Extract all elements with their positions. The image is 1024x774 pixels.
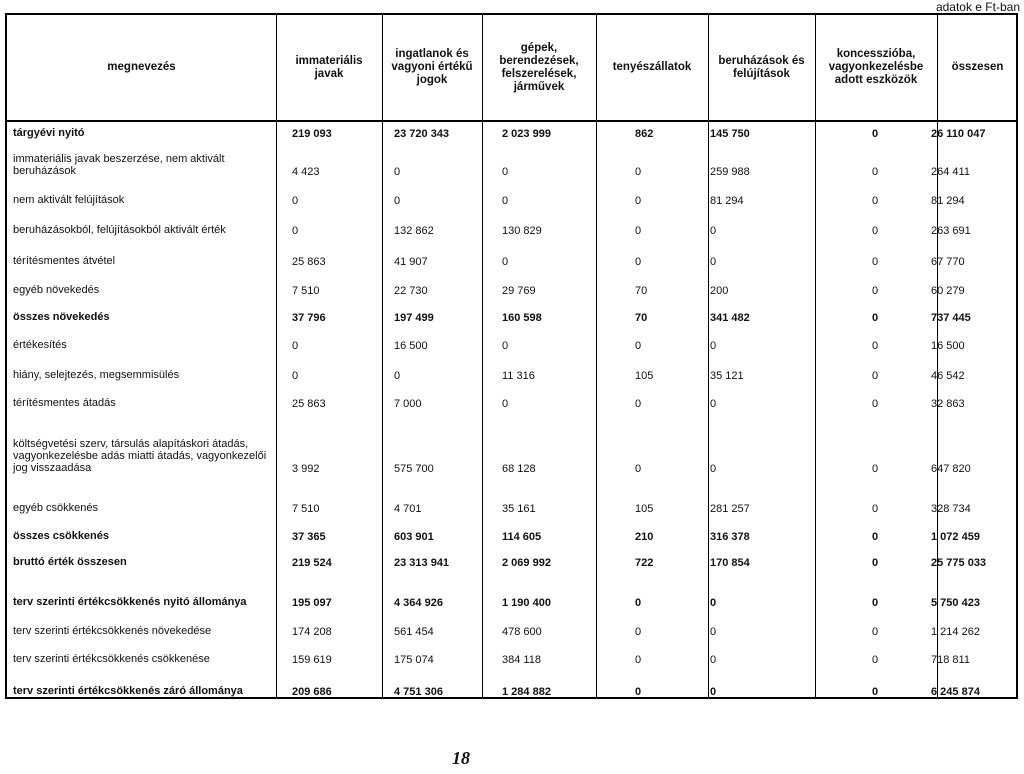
row-label: térítésmentes átvétel (13, 255, 116, 267)
row-value: 0 (502, 340, 509, 352)
row-value: 2 023 999 (502, 128, 551, 140)
row-value: 23 720 343 (394, 128, 450, 140)
row-value: 281 257 (710, 503, 750, 515)
row-value: 130 829 (502, 225, 542, 237)
row-value: 0 (872, 166, 879, 178)
row-value: 70 (635, 285, 648, 297)
row-value: 105 (635, 503, 654, 515)
row-label: értékesítés (13, 339, 67, 351)
row-value: 7 510 (292, 285, 320, 297)
column-header: tenyészállatok (612, 61, 692, 73)
row-value: 23 313 941 (394, 557, 450, 569)
table-row (7, 327, 1016, 353)
row-value: 316 378 (710, 531, 750, 543)
row-value: 0 (292, 370, 299, 382)
row-value: 37 796 (292, 312, 326, 324)
row-value: 0 (292, 340, 299, 352)
row-value: 7 510 (292, 503, 320, 515)
row-value: 0 (710, 626, 717, 638)
row-value: 160 598 (502, 312, 542, 324)
row-value: 3 992 (292, 463, 320, 475)
row-label: immateriális javak beszerzése, nem aktivált beruházások (13, 153, 225, 177)
row-value: 0 (394, 166, 401, 178)
row-label: beruházásokból, felújításokból aktivált érték (13, 224, 226, 236)
row-value: 0 (635, 686, 642, 698)
table-row (7, 518, 1016, 544)
table-row (7, 181, 1016, 208)
row-value: 0 (394, 195, 401, 207)
row-value: 478 600 (502, 626, 542, 638)
column-header: összesen (951, 61, 1004, 73)
row-value: 603 901 (394, 531, 434, 543)
row-value: 16 500 (394, 340, 428, 352)
row-value: 5 750 423 (931, 597, 980, 609)
row-value: 0 (872, 626, 879, 638)
row-value: 0 (872, 654, 879, 666)
row-value: 0 (502, 398, 509, 410)
row-value: 0 (710, 597, 717, 609)
row-value: 26 110 047 (931, 128, 986, 140)
row-label: terv szerinti értékcsökkenés növekedése (13, 625, 212, 637)
row-value: 114 605 (502, 531, 542, 543)
row-value: 32 863 (931, 398, 965, 410)
table-row (7, 355, 1016, 383)
column-header: immateriális javak (295, 54, 363, 80)
row-value: 0 (635, 256, 642, 268)
row-value: 145 750 (710, 128, 750, 140)
row-value: 2 069 992 (502, 557, 551, 569)
row-value: 60 279 (931, 285, 965, 297)
row-value: 561 454 (394, 626, 434, 638)
row-value: 0 (872, 531, 879, 543)
row-value: 6 245 874 (931, 686, 980, 698)
row-value: 159 619 (292, 654, 332, 666)
row-value: 263 691 (931, 225, 971, 237)
row-value: 0 (872, 597, 879, 609)
row-value: 0 (872, 225, 879, 237)
row-value: 0 (872, 398, 879, 410)
row-value: 259 988 (710, 166, 750, 178)
table-row (7, 300, 1016, 325)
row-value: 0 (635, 398, 642, 410)
row-value: 1 214 262 (931, 626, 980, 638)
asset-table (5, 13, 1018, 699)
row-value: 219 524 (292, 557, 332, 569)
row-label: egyéb növekedés (13, 284, 100, 296)
row-value: 219 093 (292, 128, 332, 140)
row-label: egyéb csökkenés (13, 502, 98, 514)
table-row (7, 641, 1016, 667)
row-label: tárgyévi nyitó (13, 127, 85, 139)
table-row (7, 669, 1016, 699)
row-value: 0 (710, 398, 717, 410)
unit-note: adatok e Ft-ban (935, 0, 1020, 14)
row-label: összes növekedés (13, 311, 110, 323)
row-value: 0 (710, 256, 717, 268)
row-value: 7 000 (394, 398, 422, 410)
row-value: 35 121 (710, 370, 744, 382)
row-label: terv szerinti értékcsökkenés csökkenése (13, 653, 210, 665)
row-value: 11 316 (502, 370, 535, 382)
row-label: terv szerinti értékcsökkenés záró állománya (13, 685, 243, 697)
row-value: 68 128 (502, 463, 536, 475)
row-value: 105 (635, 370, 654, 382)
row-value: 0 (292, 195, 299, 207)
row-value: 16 500 (931, 340, 965, 352)
row-value: 0 (872, 285, 879, 297)
row-label: terv szerinti értékcsökkenés nyitó állománya (13, 596, 247, 608)
row-value: 25 863 (292, 398, 326, 410)
row-value: 0 (872, 557, 879, 569)
table-row (7, 241, 1016, 269)
row-value: 341 482 (710, 312, 750, 324)
row-value: 4 701 (394, 503, 422, 515)
table-row (7, 413, 1016, 476)
row-value: 37 365 (292, 531, 326, 543)
row-value: 46 542 (931, 370, 965, 382)
row-value: 737 445 (931, 312, 971, 324)
row-value: 0 (635, 166, 642, 178)
row-value: 67 770 (931, 256, 965, 268)
row-value: 209 686 (292, 686, 332, 698)
row-label: összes csökkenés (13, 530, 110, 542)
row-value: 4 423 (292, 166, 320, 178)
row-value: 1 072 459 (931, 531, 980, 543)
row-value: 647 820 (931, 463, 971, 475)
row-label: hiány, selejtezés, megsemmisülés (13, 369, 180, 381)
row-value: 0 (502, 256, 509, 268)
row-label: bruttó érték összesen (13, 556, 127, 568)
row-value: 35 161 (502, 503, 536, 515)
row-value: 0 (292, 225, 299, 237)
row-value: 4 751 306 (394, 686, 443, 698)
row-value: 0 (710, 225, 717, 237)
row-value: 0 (872, 370, 879, 382)
table-row (7, 210, 1016, 238)
row-value: 862 (635, 128, 654, 140)
row-value: 0 (710, 340, 717, 352)
row-value: 25 775 033 (931, 557, 987, 569)
row-value: 0 (635, 195, 642, 207)
row-value: 81 294 (710, 195, 744, 207)
row-value: 328 734 (931, 503, 971, 515)
row-value: 0 (872, 256, 879, 268)
column-header: ingatlanok és vagyoni értékű jogok (391, 48, 473, 86)
row-value: 25 863 (292, 256, 326, 268)
row-value: 0 (710, 463, 717, 475)
row-value: 70 (635, 312, 648, 324)
row-value: 0 (710, 686, 717, 698)
column-header: beruházások és felújítások (718, 54, 805, 80)
row-value: 200 (710, 285, 729, 297)
table-row (7, 612, 1016, 639)
column-header: koncesszióba, vagyonkezelésbe adott eszközök (828, 48, 924, 86)
row-value: 210 (635, 531, 654, 543)
page-number: 18 (452, 748, 470, 768)
row-value: 0 (872, 463, 879, 475)
row-value: 575 700 (394, 463, 434, 475)
row-value: 264 411 (931, 166, 970, 178)
column-header: gépek, berendezések, felszerelések, járművek (499, 41, 579, 93)
row-value: 0 (635, 463, 642, 475)
row-label: térítésmentes átadás (13, 397, 116, 409)
table-row (7, 120, 1016, 141)
row-value: 195 097 (292, 597, 332, 609)
row-value: 41 907 (394, 256, 428, 268)
row-value: 0 (394, 370, 401, 382)
row-label: nem aktivált felújítások (13, 194, 125, 206)
row-value: 132 862 (394, 225, 434, 237)
row-value: 0 (502, 166, 509, 178)
row-value: 197 499 (394, 312, 434, 324)
row-value: 0 (635, 654, 642, 666)
row-value: 1 190 400 (502, 597, 551, 609)
row-value: 0 (872, 312, 879, 324)
row-value: 22 730 (394, 285, 428, 297)
row-value: 0 (635, 340, 642, 352)
table-row (7, 489, 1016, 516)
row-value: 0 (872, 503, 879, 515)
row-value: 384 118 (502, 654, 541, 666)
row-value: 0 (872, 340, 879, 352)
row-value: 0 (872, 686, 879, 698)
table-row (7, 148, 1016, 179)
row-value: 29 769 (502, 285, 536, 297)
row-value: 0 (635, 597, 642, 609)
row-value: 170 854 (710, 557, 750, 569)
row-value: 0 (635, 225, 642, 237)
row-label: költségvetési szerv, társulás alapításkori átadás, vagyonkezelésbe adás miatti átadás, vagyonkezelői jog visszaadása (13, 438, 267, 474)
table-row (7, 572, 1016, 610)
row-value: 0 (710, 654, 717, 666)
row-value: 174 208 (292, 626, 332, 638)
row-value: 0 (502, 195, 509, 207)
row-value: 0 (635, 626, 642, 638)
table-row (7, 556, 1016, 570)
column-header: megnevezés (107, 61, 176, 73)
row-value: 4 364 926 (394, 597, 443, 609)
row-value: 0 (872, 128, 879, 140)
table-row (7, 271, 1016, 298)
table-row (7, 385, 1016, 411)
row-value: 722 (635, 557, 654, 569)
row-value: 1 284 882 (502, 686, 551, 698)
row-value: 81 294 (931, 195, 965, 207)
row-value: 0 (872, 195, 879, 207)
row-value: 175 074 (394, 654, 434, 666)
row-value: 718 811 (931, 654, 970, 666)
